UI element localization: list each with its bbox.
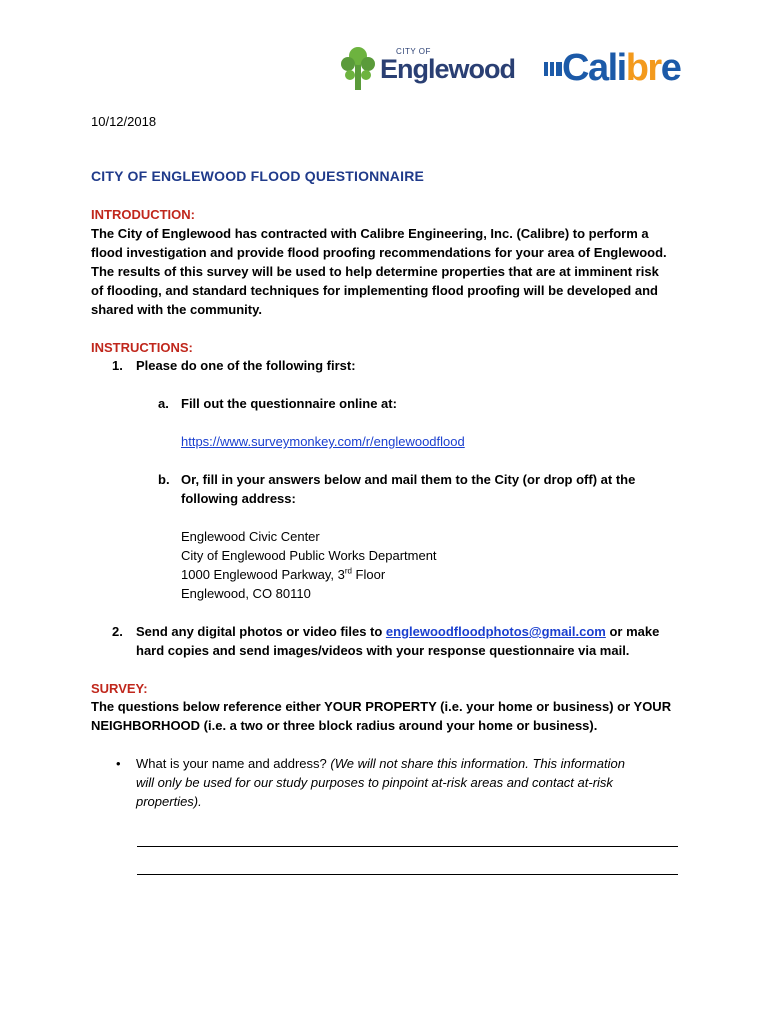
step-1a-text: Fill out the questionnaire online at: xyxy=(181,396,397,411)
step-2-number: 2. xyxy=(112,624,123,639)
step-2-text xyxy=(136,622,659,641)
step-1b-text: Or, fill in your answers below and mail them to the City (or drop off) at the xyxy=(181,472,636,487)
address-ordinal: rd xyxy=(344,566,352,576)
step-2-post: or make xyxy=(605,624,660,639)
step-2-text: hard copies and send images/videos with your response questionnaire via mail. xyxy=(136,643,630,658)
address-line: Englewood Civic Center xyxy=(181,529,320,544)
step-1b-text: following address: xyxy=(181,491,296,506)
introduction-line: shared with the community. xyxy=(91,302,262,317)
step-1b-letter: b. xyxy=(158,472,170,487)
survey-intro-line: The questions below reference either YOUR PROPERTY (i.e. your home or business) or YOUR xyxy=(91,699,672,714)
introduction-line: The City of Englewood has contracted with Calibre Engineering, Inc. (Calibre) to perform a xyxy=(91,226,649,241)
address-line: City of Englewood Public Works Department xyxy=(181,548,437,563)
englewood-logo-tagline: CITY OF xyxy=(396,47,431,56)
survey-url-link[interactable]: https://www.surveymonkey.com/r/englewoodflood xyxy=(181,434,465,449)
calibre-logo xyxy=(544,46,724,90)
answer-line[interactable] xyxy=(137,846,678,847)
question-1-text: What is your name and address? xyxy=(136,756,331,771)
address-line xyxy=(181,565,385,584)
address-street: 1000 Englewood Parkway, 3 xyxy=(181,567,345,582)
step-1-text: Please do one of the following first: xyxy=(136,358,356,373)
introduction-heading: INTRODUCTION: xyxy=(91,207,195,222)
survey-heading: SURVEY: xyxy=(91,681,148,696)
address-floor: Floor xyxy=(351,567,386,582)
address-line: Englewood, CO 80110 xyxy=(181,586,311,601)
step-1a-letter: a. xyxy=(158,396,169,411)
calibre-text-part-2: br xyxy=(625,47,661,89)
question-1-note: will only be used for our study purposes to pinpoint at-risk areas and contact at-risk xyxy=(136,775,613,790)
englewood-logo xyxy=(340,42,530,92)
englewood-logo-text: Englewood xyxy=(380,54,515,84)
calibre-text-part-3: e xyxy=(660,47,681,89)
bullet: • xyxy=(116,756,121,771)
calibre-text-part-1: Cali xyxy=(562,47,626,89)
tree-icon xyxy=(340,44,376,90)
email-link[interactable]: englewoodfloodphotos@gmail.com xyxy=(385,624,606,639)
answer-line[interactable] xyxy=(137,874,678,875)
step-2-pre: Send any digital photos or video files to xyxy=(136,624,386,639)
step-1-number: 1. xyxy=(112,358,123,373)
calibre-logo-text xyxy=(562,46,680,90)
question-1 xyxy=(136,754,625,773)
calibre-bars-icon xyxy=(544,62,562,76)
introduction-line: The results of this survey will be used to help determine properties that are at imminent risk xyxy=(91,264,659,279)
question-1-note: (We will not share this information. This information xyxy=(330,756,625,771)
document-date: 10/12/2018 xyxy=(91,114,157,129)
introduction-line: of flooding, and standard techniques for implementing flood proofing will be developed and xyxy=(91,283,658,298)
survey-intro-line: NEIGHBORHOOD (i.e. a two or three block radius around your home or business). xyxy=(91,718,598,733)
instructions-heading: INSTRUCTIONS: xyxy=(91,340,193,355)
question-1-note: properties). xyxy=(136,794,202,809)
page-title: CITY OF ENGLEWOOD FLOOD QUESTIONNAIRE xyxy=(91,168,425,184)
introduction-line: flood investigation and provide flood proofing recommendations for your area of Englewood. xyxy=(91,245,667,260)
